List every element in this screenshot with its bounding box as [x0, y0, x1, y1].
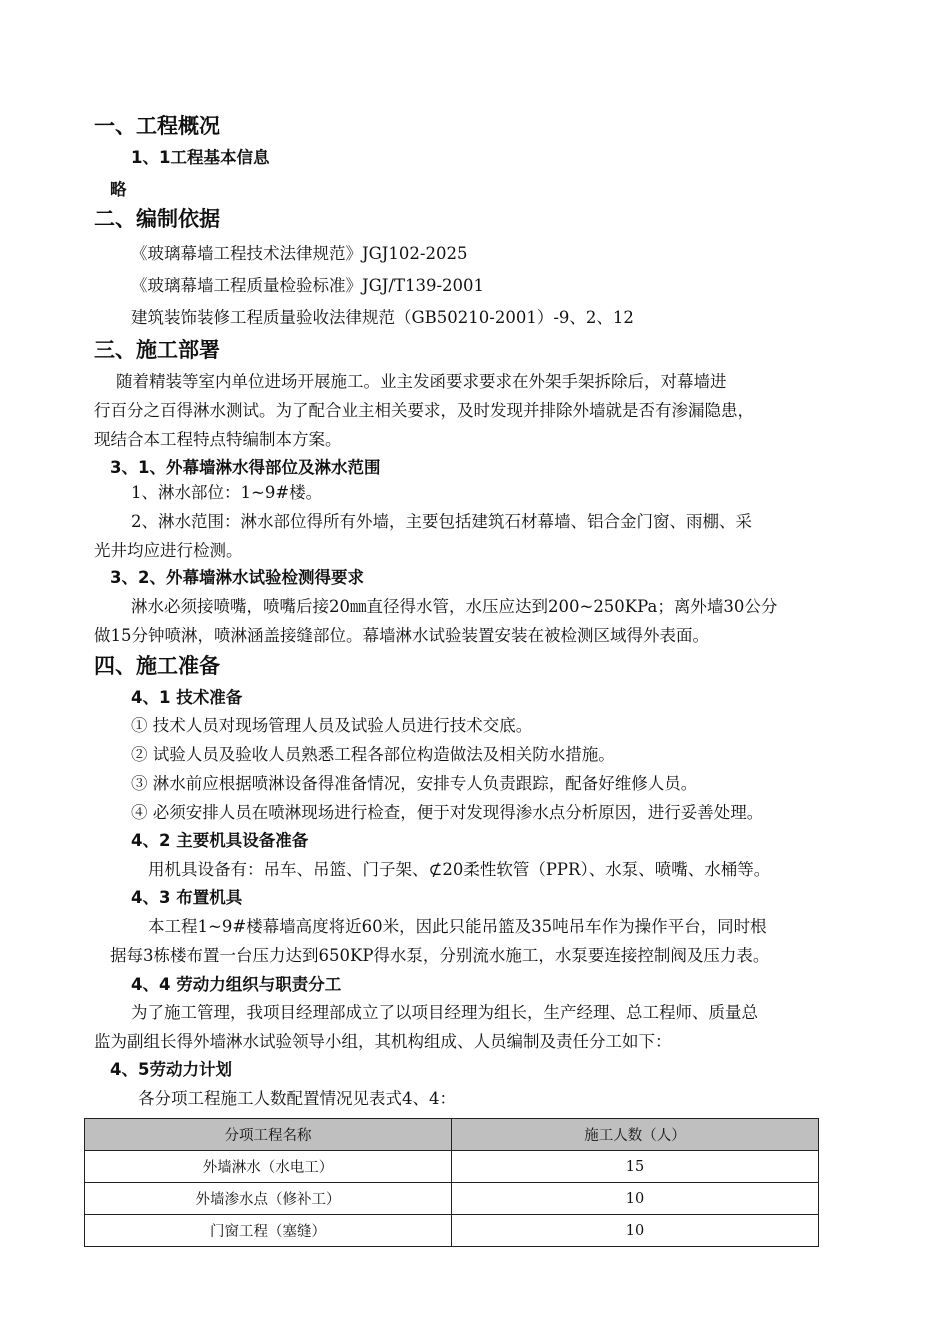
list-item: ④ 必须安排人员在喷淋现场进行检查，便于对发现得渗水点分析原因，进行妥善处理。	[131, 803, 764, 822]
table-cell-item: 外墙渗水点（修补工）	[85, 1183, 452, 1215]
list-item: ① 技术人员对现场管理人员及试验人员进行技术交底。	[131, 716, 533, 735]
reference-item: 《玻璃幕墙工程质量检验标准》JGJ/T139-2001	[131, 276, 485, 295]
table-row	[85, 1215, 819, 1247]
list-item: ② 试验人员及验收人员熟悉工程各部位构造做法及相关防水措施。	[131, 745, 615, 764]
section-1-1-title: 1、1工程基本信息	[131, 148, 270, 167]
section-4-3-title: 4、3 布置机具	[131, 888, 243, 907]
paragraph-line: 为了施工管理，我项目经理部成立了以项目经理为组长，生产经理、总工程师、质量总	[131, 1003, 758, 1022]
section-4-4-title: 4、4 劳动力组织与职责分工	[131, 975, 342, 994]
table-header-cell: 分项工程名称	[85, 1119, 452, 1151]
table-cell-item: 外墙淋水（水电工）	[85, 1151, 452, 1183]
paragraph-line: 1、淋水部位：1~9#楼。	[131, 483, 323, 502]
paragraph-line: 本工程1~9#楼幕墙高度将近60米，因此只能吊篮及35吨吊车作为操作平台，同时根	[148, 917, 767, 936]
table-cell-count: 10	[452, 1183, 819, 1215]
section-2-title: 二、编制依据	[94, 207, 220, 231]
paragraph-line: 监为副组长得外墙淋水试验领导小组，其机构组成、人员编制及责任分工如下：	[94, 1032, 672, 1051]
table-cell-count: 15	[452, 1151, 819, 1183]
paragraph-line: 2、淋水范围：淋水部位得所有外墙，主要包括建筑石材幕墙、铝合金门窗、雨棚、采	[131, 512, 752, 531]
paragraph-line: 据每3栋楼布置一台压力达到650KP得水泵，分别流水施工，水泵要连接控制阀及压力表。	[110, 946, 770, 965]
section-1-1-body: 略	[110, 180, 127, 199]
paragraph-line: 随着精装等室内单位进场开展施工。业主发函要求要求在外架手架拆除后，对幕墙进	[116, 372, 727, 391]
table-cell-count: 10	[452, 1215, 819, 1247]
table-header-row	[85, 1119, 819, 1151]
table-header-cell: 施工人数（人）	[452, 1119, 819, 1151]
section-4-title: 四、施工准备	[94, 654, 220, 678]
section-3-1-title: 3、1、外幕墙淋水得部位及淋水范围	[110, 458, 381, 477]
paragraph-line: 各分项工程施工人数配置情况见表式4、4：	[138, 1089, 456, 1108]
list-item: ③ 淋水前应根据喷淋设备得准备情况，安排专人负责跟踪，配备好维修人员。	[131, 774, 698, 793]
section-3-2-title: 3、2、外幕墙淋水试验检测得要求	[110, 568, 364, 587]
section-4-2-title: 4、2 主要机具设备准备	[131, 831, 309, 850]
table-row	[85, 1183, 819, 1215]
table-row	[85, 1151, 819, 1183]
staffing-table	[84, 1118, 819, 1247]
section-3-title: 三、施工部署	[94, 338, 220, 362]
table-cell-item: 门窗工程（塞缝）	[85, 1215, 452, 1247]
reference-item: 《玻璃幕墙工程技术法律规范》JGJ102-2025	[131, 244, 468, 263]
section-1-title: 一、工程概况	[94, 114, 220, 138]
paragraph-line: 用机具设备有：吊车、吊篮、门子架、⊄20柔性软管（PPR）、水泵、喷嘴、水桶等。	[148, 860, 771, 879]
paragraph-line: 现结合本工程特点特编制本方案。	[94, 430, 342, 449]
paragraph-line: 光井均应进行检测。	[94, 541, 243, 560]
reference-item: 建筑装饰装修工程质量验收法律规范（GB50210-2001）-9、2、12	[131, 308, 634, 327]
section-4-1-title: 4、1 技术准备	[131, 688, 243, 707]
paragraph-line: 行百分之百得淋水测试。为了配合业主相关要求，及时发现并排除外墙就是否有渗漏隐患，	[94, 401, 754, 420]
paragraph-line: 淋水必须接喷嘴，喷嘴后接20㎜直径得水管，水压应达到200~250KPa；离外墙30公分	[131, 597, 778, 616]
paragraph-line: 做15分钟喷淋，喷淋涵盖接缝部位。幕墙淋水试验装置安装在被检测区域得外表面。	[94, 626, 709, 645]
section-4-5-title: 4、5劳动力计划	[110, 1060, 232, 1079]
